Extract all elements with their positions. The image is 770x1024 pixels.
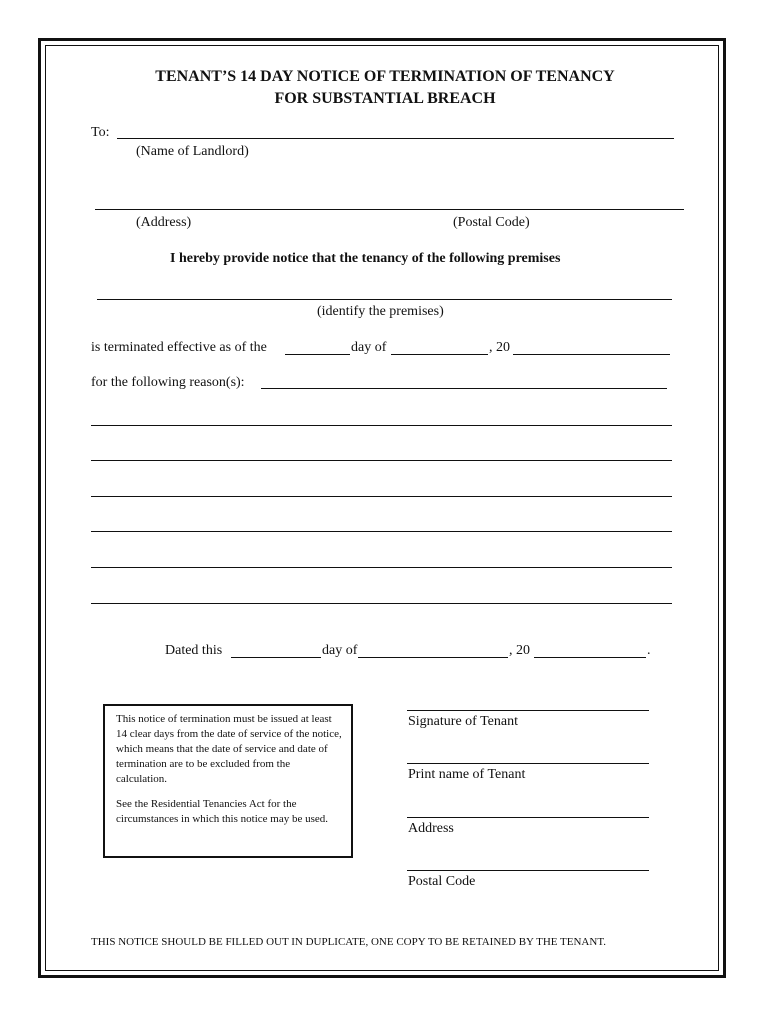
reasons-label: for the following reason(s): [91,375,245,390]
notice-statement: I hereby provide notice that the tenancy of the following premises [170,251,561,266]
note-paragraph-1: This notice of termination must be issued at least 14 clear days from the date of service of the notice, which means that the date of service and date of termination are to be excluded from the calculation. [116,713,342,785]
effective-date-prefix: is terminated effective as of the [91,340,267,355]
premises-field[interactable] [97,299,672,300]
note-paragraph-2: See the Residential Tenancies Act for the circumstances in which this notice may be used. [116,798,328,825]
reason-line[interactable] [261,388,667,389]
reason-line[interactable] [91,531,672,532]
reason-line[interactable] [91,425,672,426]
postal-code-caption: (Postal Code) [453,215,530,230]
print-name-label: Print name of Tenant [408,767,526,782]
landlord-address-field[interactable] [95,209,684,210]
landlord-name-caption: (Name of Landlord) [136,144,249,159]
premises-caption: (identify the premises) [317,304,444,319]
reason-line[interactable] [91,460,672,461]
effective-year-label: , 20 [489,340,510,355]
effective-year-field[interactable] [513,354,670,355]
form-title-line1: TENANT’S 14 DAY NOTICE OF TERMINATION OF TENANCY [155,68,615,85]
address-caption: (Address) [136,215,192,230]
reason-line[interactable] [91,603,672,604]
tenant-address-field[interactable] [407,817,649,818]
reason-line[interactable] [91,496,672,497]
tenant-address-label: Address [408,821,454,836]
termination-note-box [103,704,353,858]
dated-year-label: , 20 [509,643,530,658]
dated-day-of-label: day of [322,643,358,658]
dated-year-field[interactable] [534,657,646,658]
tenant-postal-code-field[interactable] [407,870,649,871]
print-name-field[interactable] [407,763,649,764]
reason-line[interactable] [91,567,672,568]
landlord-name-field[interactable] [117,138,674,139]
footer-instruction: THIS NOTICE SHOULD BE FILLED OUT IN DUPLICATE, ONE COPY TO BE RETAINED BY THE TENANT. [91,936,606,948]
form-title-line2: FOR SUBSTANTIAL BREACH [274,90,496,107]
effective-day-field[interactable] [285,354,350,355]
to-label: To: [91,125,110,140]
signature-field[interactable] [407,710,649,711]
dated-month-field[interactable] [358,657,508,658]
signature-label: Signature of Tenant [408,714,518,729]
dated-day-field[interactable] [231,657,321,658]
tenant-postal-code-label: Postal Code [408,874,476,889]
effective-day-of-label: day of [351,340,387,355]
dated-period: . [647,643,651,658]
effective-month-field[interactable] [391,354,488,355]
dated-this-label: Dated this [165,643,223,658]
